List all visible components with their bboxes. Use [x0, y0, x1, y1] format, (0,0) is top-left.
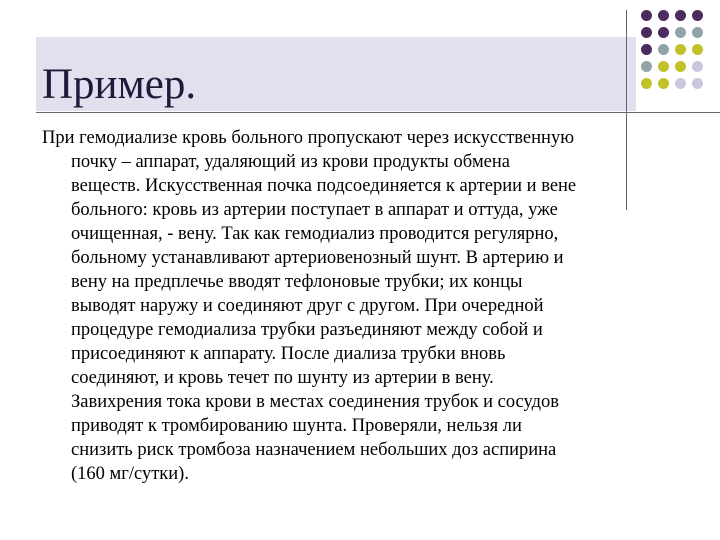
decor-dot	[658, 10, 669, 21]
decor-dot	[658, 61, 669, 72]
body-line: выводят наружу и соединяют друг с другом. При очередной	[71, 296, 544, 316]
body-line: больному устанавливают артериовенозный шунт. В артерию и	[71, 248, 564, 268]
body-line: приводят к тромбированию шунта. Проверяли, нельзя ли	[71, 416, 522, 436]
decor-dot	[658, 27, 669, 38]
decor-dot	[641, 10, 652, 21]
body-line: вену на предплечье вводят тефлоновые трубки; их концы	[71, 272, 523, 292]
decor-dot	[692, 78, 703, 89]
body-line: процедуре гемодиализа трубки разъединяют между собой и	[71, 320, 543, 340]
body-line: (160 мг/сутки).	[71, 464, 189, 484]
body-line: Завихрения тока крови в местах соединения трубок и сосудов	[71, 392, 560, 412]
body-line: веществ. Искусственная почка подсоединяется к артерии и вене	[71, 176, 577, 196]
body-paragraph	[42, 126, 682, 486]
body-line: При гемодиализе кровь больного пропускают через искусственную	[42, 128, 575, 148]
decor-dot	[675, 78, 686, 89]
decor-dot	[692, 27, 703, 38]
body-line: соединяют, и кровь течет по шунту из артерии в вену.	[71, 368, 494, 388]
decor-dot	[641, 27, 652, 38]
decor-dot	[641, 61, 652, 72]
horizontal-divider	[36, 112, 720, 113]
decor-dot	[692, 10, 703, 21]
decor-dot	[692, 61, 703, 72]
decor-dot	[675, 10, 686, 21]
dot-grid-decoration	[634, 10, 720, 114]
decor-dot	[641, 78, 652, 89]
slide-title: Пример.	[42, 61, 197, 108]
decor-dot	[675, 61, 686, 72]
body-line: очищенная, - вену. Так как гемодиализ проводится регулярно,	[71, 224, 559, 244]
body-line: присоединяют к аппарату. После диализа трубки вновь	[71, 344, 506, 364]
decor-dot	[641, 44, 652, 55]
decor-dot	[692, 44, 703, 55]
body-line: почку – аппарат, удаляющий из крови продукты обмена	[71, 152, 510, 172]
decor-dot	[658, 78, 669, 89]
slide-body	[42, 126, 682, 486]
decor-dot	[675, 27, 686, 38]
decor-dot	[675, 44, 686, 55]
body-line: снизить риск тромбоза назначением небольших доз аспирина	[71, 440, 557, 460]
decor-dot	[658, 44, 669, 55]
body-line: больного: кровь из артерии поступает в аппарат и оттуда, уже	[71, 200, 558, 220]
